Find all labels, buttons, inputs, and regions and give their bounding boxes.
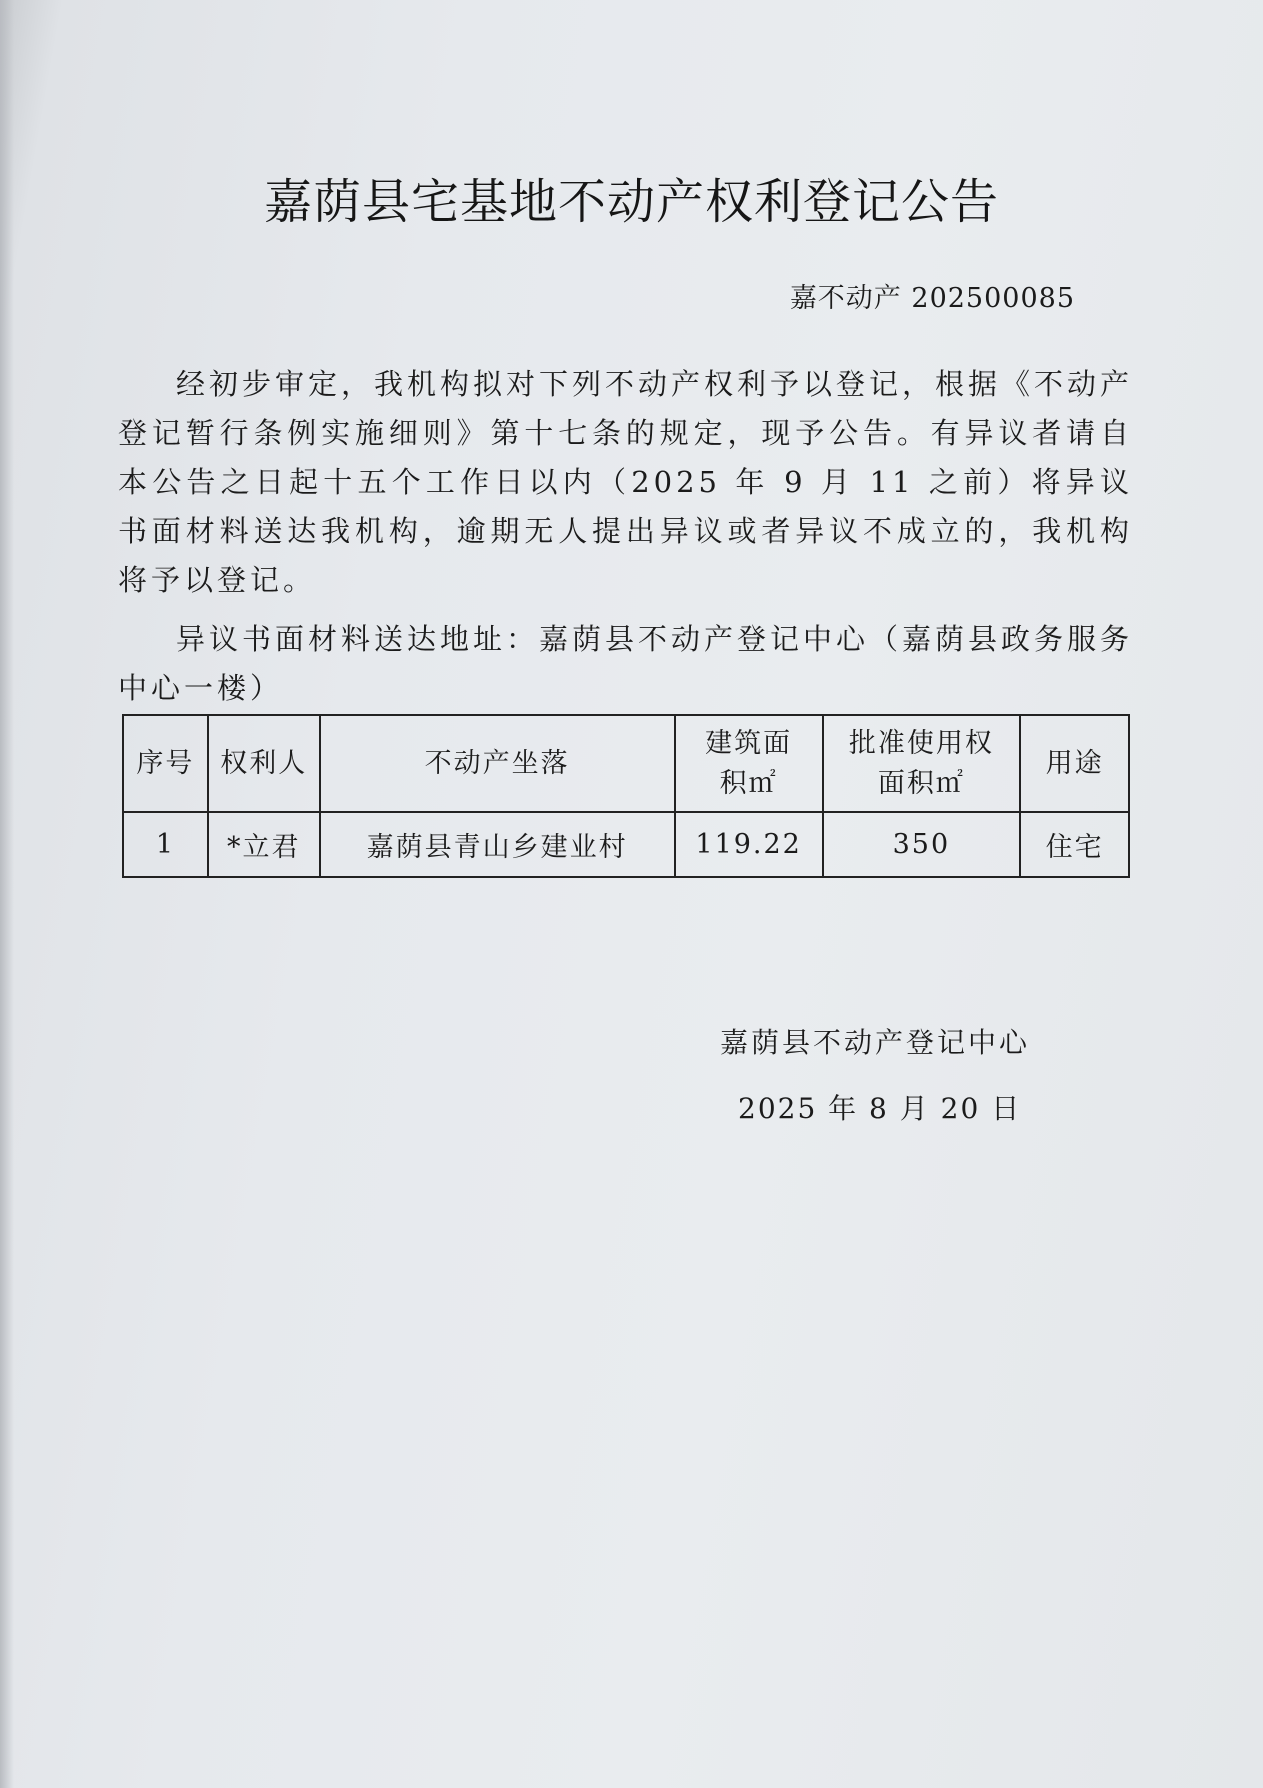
document-number: 嘉不动产 202500085 <box>789 283 1075 314</box>
paper-edge-shadow <box>0 0 14 1788</box>
header-building-area-line1: 建筑面 <box>705 727 793 759</box>
header-index: 序号 <box>123 715 208 812</box>
header-approved-area-line2: 面积㎡ <box>877 767 965 799</box>
header-location: 不动产坐落 <box>320 715 675 812</box>
table-row <box>123 812 1129 877</box>
cell-usage: 住宅 <box>1020 812 1129 877</box>
cell-location: 嘉荫县青山乡建业村 <box>320 812 675 877</box>
cell-approved-area: 350 <box>823 812 1021 877</box>
notice-title: 嘉荫县宅基地不动产权利登记公告 <box>263 174 999 230</box>
signing-organization: 嘉荫县不动产登记中心 <box>720 1026 1031 1059</box>
cell-building-area: 119.22 <box>675 812 823 877</box>
table-header-row <box>123 715 1129 812</box>
header-approved-area-line1: 批准使用权 <box>848 727 994 759</box>
header-building-area-line2: 积㎡ <box>719 767 778 799</box>
header-holder: 权利人 <box>208 715 320 812</box>
signing-date: 2025 年 8 月 20 日 <box>738 1092 1022 1125</box>
header-usage: 用途 <box>1020 715 1129 812</box>
property-table <box>122 714 1130 878</box>
header-approved-area <box>823 715 1021 812</box>
notice-paragraph-address: 异议书面材料送达地址：嘉荫县不动产登记中心（嘉荫县政务服务中心一楼） <box>118 622 1134 705</box>
cell-index: 1 <box>123 812 208 877</box>
cell-holder: *立君 <box>208 812 320 877</box>
header-building-area <box>675 715 823 812</box>
notice-paragraph-main: 经初步审定，我机构拟对下列不动产权利予以登记，根据《不动产登记暂行条例实施细则》第十七条的规定，现予公告。有异议者请自本公告之日起十五个工作日以内（2025 年 9 月 11 之前）将异议书面材料送达我机构，逾期无人提出异议或者异议不成立的，我机构将予以登记。 <box>118 367 1134 597</box>
